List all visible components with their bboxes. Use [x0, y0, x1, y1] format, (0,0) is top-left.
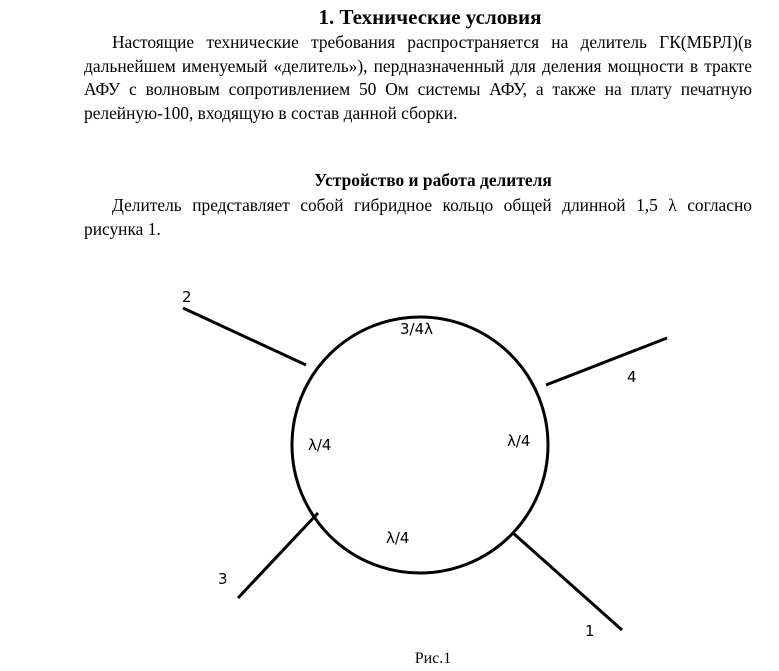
paragraph-technical-requirements: Настоящие технические требования распространяется на делитель ГК(МБРЛ)(в дальнейшем именуемый «делитель»), пердназначенный для деления мощности в тракте АФУ с волновым сопротивлением 50 Ом системы АФУ, а также на плату печатную релейную-100, входящую в состав данной сборки. [84, 32, 752, 123]
paragraph-divider-description: Делитель представляет собой гибридное кольцо общей длинной 1,5 λ согласно рисунка 1. [84, 195, 752, 239]
segment-label-right: λ/4 [507, 432, 531, 450]
port-1-label: 1 [585, 622, 595, 640]
segment-label-bottom: λ/4 [386, 529, 410, 547]
segment-label-top: 3/4λ [400, 320, 434, 338]
port-1-line [513, 533, 622, 630]
port-3-line [238, 513, 318, 598]
port-3-label: 3 [218, 570, 228, 588]
segment-label-left: λ/4 [308, 436, 332, 454]
port-4-line [546, 338, 667, 385]
port-4-label: 4 [627, 368, 637, 386]
section-title: 1. Технические условия [318, 5, 542, 29]
figure-caption: Рис.1 [414, 650, 452, 667]
subheading: Устройство и работа делителя [314, 170, 552, 190]
port-2-label: 2 [182, 288, 192, 306]
port-2-line [183, 308, 306, 365]
